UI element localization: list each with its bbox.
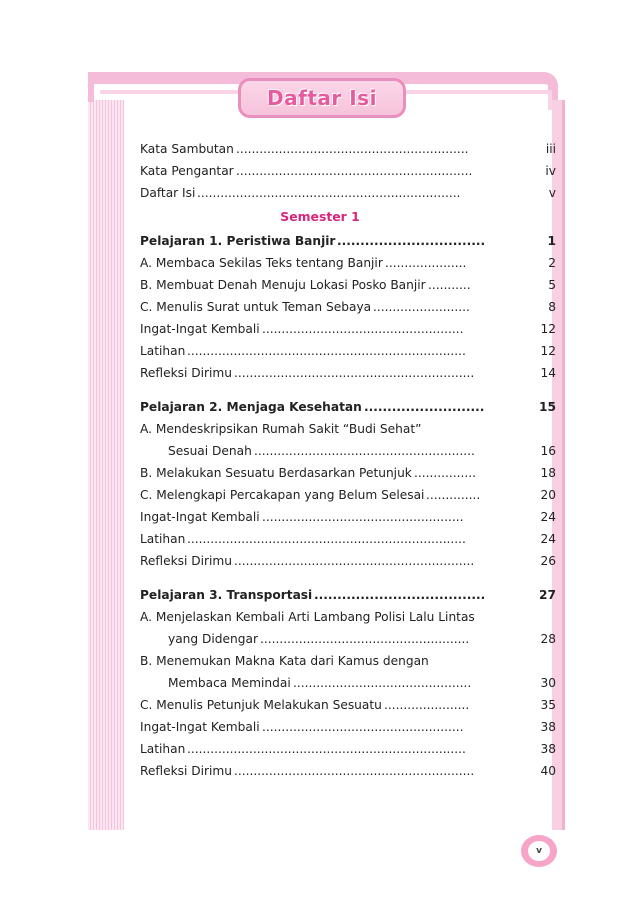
toc-entry-label: Latihan <box>140 742 186 756</box>
toc-entry-row[interactable] <box>140 362 556 384</box>
toc-leader-dots: ......................... <box>373 300 470 314</box>
toc-entry-row[interactable] <box>140 484 556 506</box>
toc-leader-dots: ........................................................................ <box>187 344 466 358</box>
toc-entry-label: B. Membuat Denah Menuju Lokasi Posko Banjir <box>140 278 426 292</box>
toc-entry-row[interactable] <box>140 252 556 274</box>
toc-entry-row[interactable] <box>140 650 556 672</box>
toc-entry-row[interactable] <box>140 440 556 462</box>
toc-leader-dots: ......................................................... <box>254 444 475 458</box>
toc-leader-dots: .......................... <box>364 400 485 414</box>
toc-page-number: 26 <box>540 554 556 568</box>
toc-leader-dots: ..................... <box>385 256 467 270</box>
table-of-contents <box>140 138 556 782</box>
toc-leader-dots: .................................................... <box>262 720 464 734</box>
section-gap <box>140 572 556 584</box>
toc-leader-dots: ............................................................ <box>236 142 469 156</box>
toc-chapter-row[interactable] <box>140 396 556 418</box>
toc-page-number: 27 <box>539 588 556 602</box>
toc-entry-row[interactable] <box>140 506 556 528</box>
toc-page-number: 16 <box>540 444 556 458</box>
toc-entry-label: Sesuai Denah <box>168 444 252 458</box>
toc-entry-label: B. Melakukan Sesuatu Berdasarkan Petunjuk <box>140 466 412 480</box>
toc-entry-label: Kata Pengantar <box>140 164 234 178</box>
toc-entry-label: Kata Sambutan <box>140 142 234 156</box>
toc-entry-label: Ingat-Ingat Kembali <box>140 720 260 734</box>
toc-page-number: 8 <box>548 300 556 314</box>
toc-entry-row[interactable] <box>140 628 556 650</box>
toc-entry-row[interactable] <box>140 694 556 716</box>
toc-entry-row[interactable] <box>140 550 556 572</box>
toc-leader-dots: ............................................................. <box>236 164 473 178</box>
toc-chapter-row[interactable] <box>140 584 556 606</box>
decorative-right-border-line <box>562 100 565 830</box>
toc-page-number: iv <box>545 164 556 178</box>
toc-entry-row[interactable] <box>140 528 556 550</box>
toc-entry-label: A. Membaca Sekilas Teks tentang Banjir <box>140 256 383 270</box>
toc-entry-label: Pelajaran 2. Menjaga Kesehatan <box>140 400 362 414</box>
toc-page-number: 14 <box>540 366 556 380</box>
toc-entry-label: Ingat-Ingat Kembali <box>140 510 260 524</box>
toc-page-number: 12 <box>540 344 556 358</box>
toc-leader-dots: .................................................... <box>262 322 464 336</box>
section-gap <box>140 384 556 396</box>
toc-entry-label: Membaca Memindai <box>168 676 291 690</box>
toc-leader-dots: ........................................................................ <box>187 742 466 756</box>
toc-entry-label: Refleksi Dirimu <box>140 366 233 380</box>
toc-page-number: 18 <box>540 466 556 480</box>
toc-entry-label: Refleksi Dirimu <box>140 554 233 568</box>
toc-entry-row[interactable] <box>140 182 556 204</box>
toc-leader-dots: ........... <box>428 278 471 292</box>
toc-entry-label: Ingat-Ingat Kembali <box>140 322 260 336</box>
toc-page-number: 38 <box>540 742 556 756</box>
title-tab <box>238 78 406 118</box>
toc-entry-row[interactable] <box>140 672 556 694</box>
toc-leader-dots: .............................................................. <box>234 366 475 380</box>
toc-entry-label: A. Menjelaskan Kembali Arti Lambang Polisi Lalu Lintas <box>140 610 475 624</box>
toc-entry-label: Pelajaran 3. Transportasi <box>140 588 313 602</box>
toc-leader-dots: .................................................... <box>262 510 464 524</box>
toc-entry-row[interactable] <box>140 296 556 318</box>
toc-leader-dots: ................................ <box>337 234 486 248</box>
toc-entry-row[interactable] <box>140 340 556 362</box>
toc-page-number: 38 <box>540 720 556 734</box>
toc-entry-label: Pelajaran 1. Peristiwa Banjir <box>140 234 336 248</box>
toc-entry-label: C. Melengkapi Percakapan yang Belum Selesai <box>140 488 425 502</box>
decorative-stripes <box>88 100 124 830</box>
toc-entry-label: C. Menulis Petunjuk Melakukan Sesuatu <box>140 698 382 712</box>
toc-leader-dots: ..................................... <box>314 588 486 602</box>
toc-leader-dots: .............................................................. <box>234 764 475 778</box>
toc-leader-dots: ................ <box>414 466 476 480</box>
toc-page-number: 12 <box>540 322 556 336</box>
toc-page-number: 5 <box>548 278 556 292</box>
toc-entry-label: Daftar Isi <box>140 186 196 200</box>
toc-entry-row[interactable] <box>140 760 556 782</box>
toc-entry-row[interactable] <box>140 160 556 182</box>
toc-page-number: 35 <box>540 698 556 712</box>
toc-entry-label: C. Menulis Surat untuk Teman Sebaya <box>140 300 372 314</box>
page-number-badge <box>515 829 559 869</box>
toc-page-number: 30 <box>540 676 556 690</box>
toc-leader-dots: ...................................................... <box>260 632 470 646</box>
toc-entry-row[interactable] <box>140 138 556 160</box>
toc-entry-row[interactable] <box>140 318 556 340</box>
toc-page-number: 20 <box>540 488 556 502</box>
toc-leader-dots: .................................................................... <box>197 186 461 200</box>
toc-page-number: 1 <box>547 234 556 248</box>
toc-leader-dots: .............. <box>426 488 481 502</box>
toc-entry-label: A. Mendeskripsikan Rumah Sakit “Budi Sehat” <box>140 422 422 436</box>
toc-page-number: 2 <box>548 256 556 270</box>
toc-leader-dots: .............................................. <box>293 676 472 690</box>
toc-entry-row[interactable] <box>140 716 556 738</box>
toc-entry-row[interactable] <box>140 418 556 440</box>
toc-entry-label: Refleksi Dirimu <box>140 764 233 778</box>
toc-entry-row[interactable] <box>140 274 556 296</box>
toc-leader-dots: .............................................................. <box>234 554 475 568</box>
toc-entry-row[interactable] <box>140 606 556 628</box>
semester-heading: Semester 1 <box>280 209 360 224</box>
toc-entry-label: B. Menemukan Makna Kata dari Kamus dengan <box>140 654 429 668</box>
toc-entry-label: Latihan <box>140 344 186 358</box>
toc-chapter-row[interactable] <box>140 230 556 252</box>
page-title: Daftar Isi <box>267 86 377 110</box>
toc-page-number: v <box>548 186 556 200</box>
toc-page-number: 24 <box>540 510 556 524</box>
toc-page-number: iii <box>545 142 556 156</box>
toc-entry-row[interactable] <box>140 738 556 760</box>
toc-leader-dots: ...................... <box>384 698 470 712</box>
toc-entry-label: Latihan <box>140 532 186 546</box>
toc-page-number: 15 <box>539 400 556 414</box>
toc-leader-dots: ........................................................................ <box>187 532 466 546</box>
toc-entry-label: yang Didengar <box>168 632 258 646</box>
toc-page-number: 40 <box>540 764 556 778</box>
page-number: v <box>528 841 550 861</box>
toc-page-number: 24 <box>540 532 556 546</box>
toc-entry-row[interactable] <box>140 462 556 484</box>
toc-page-number: 28 <box>540 632 556 646</box>
